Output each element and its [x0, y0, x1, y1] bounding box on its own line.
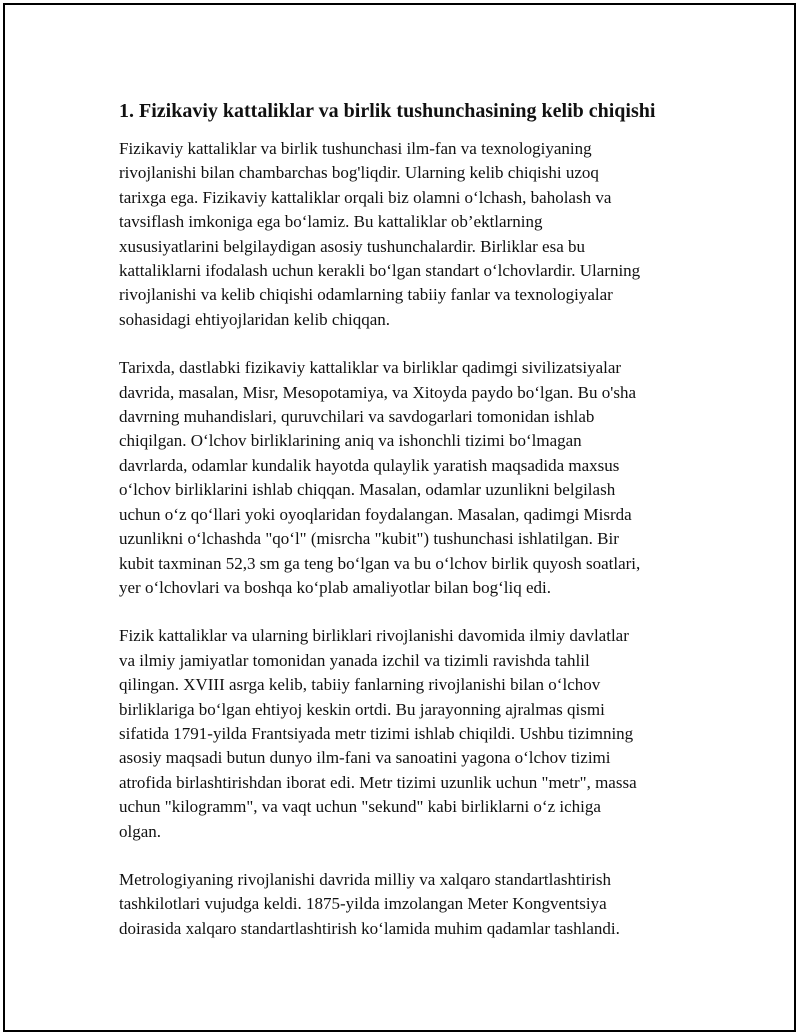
paragraph-line: uzunlikni o‘lchashda "qo‘l" (misrcha "kubit") tushunchasi ishlatilgan. Bir	[119, 529, 619, 549]
section-heading: 1. Fizikaviy kattaliklar va birlik tushunchasining kelib chiqishi	[119, 100, 656, 122]
paragraph-line: kubit taxminan 52,3 sm ga teng bo‘lgan va bu o‘lchov birlik quyosh soatlari,	[119, 553, 641, 573]
paragraph-line: tavsiflash imkoniga ega bo‘lamiz. Bu kattaliklar ob’ektlarning	[119, 212, 543, 232]
paragraph-line: kattaliklarni ifodalash uchun kerakli bo‘lgan standart o‘lchovlardir. Ularning	[119, 261, 641, 281]
paragraph-line: qilingan. XVIII asrga kelib, tabiiy fanlarning rivojlanishi bilan o‘lchov	[119, 675, 601, 695]
paragraph	[119, 624, 691, 844]
paragraph-line: Metrologiyaning rivojlanishi davrida milliy va xalqaro standartlashtirish	[119, 869, 611, 889]
paragraph-line: birliklariga bo‘lgan ehtiyoj keskin ortdi. Bu jarayonning ajralmas qismi	[119, 699, 605, 719]
paragraph	[119, 868, 691, 941]
document-body	[119, 98, 691, 965]
page-frame	[3, 3, 796, 1032]
paragraph-line: va ilmiy jamiyatlar tomonidan yanada izchil va tizimli ravishda tahlil	[119, 650, 590, 670]
paragraph-line: doirasida xalqaro standartlashtirish ko‘lamida muhim qadamlar tashlandi.	[119, 918, 620, 938]
paragraph-line: o‘lchov birliklarini ishlab chiqqan. Masalan, odamlar uzunlikni belgilash	[119, 480, 616, 500]
paragraph-line: uchun "kilogramm", va vaqt uchun "sekund" kabi birliklarni o‘z ichiga	[119, 797, 601, 817]
paragraph-line: xususiyatlarini belgilaydigan asosiy tushunchalardir. Birliklar esa bu	[119, 236, 585, 256]
paragraph-line: uchun o‘z qo‘llari yoki oyoqlaridan foydalangan. Masalan, qadimgi Misrda	[119, 504, 632, 524]
paragraph-line: sohasidagi ehtiyojlaridan kelib chiqqan.	[119, 309, 390, 329]
paragraph-line: rivojlanishi bilan chambarchas bog'liqdir. Ularning kelib chiqishi uzoq	[119, 163, 599, 183]
paragraph-line: chiqilgan. O‘lchov birliklarining aniq va ishonchli tizimi bo‘lmagan	[119, 431, 582, 451]
paragraph-line: davrlarda, odamlar kundalik hayotda qulaylik yaratish maqsadida maxsus	[119, 455, 620, 475]
paragraph-line: davrning muhandislari, quruvchilari va savdogarlari tomonidan ishlab	[119, 407, 595, 427]
paragraph-line: sifatida 1791-yilda Frantsiyada metr tizimi ishlab chiqildi. Ushbu tizimning	[119, 723, 634, 743]
paragraph-line: Fizik kattaliklar va ularning birliklari rivojlanishi davomida ilmiy davlatlar	[119, 626, 629, 646]
paragraph-line: davrida, masalan, Misr, Mesopotamiya, va Xitoyda paydo bo‘lgan. Bu o'sha	[119, 382, 636, 402]
paragraph-line: tashkilotlari vujudga keldi. 1875-yilda imzolangan Meter Kongventsiya	[119, 894, 607, 914]
paragraph	[119, 137, 691, 332]
paragraph	[119, 356, 691, 600]
paragraph-line: Fizikaviy kattaliklar va birlik tushunchasi ilm-fan va texnologiyaning	[119, 139, 592, 158]
paragraph-line: Tarixda, dastlabki fizikaviy kattaliklar va birliklar qadimgi sivilizatsiyalar	[119, 358, 622, 378]
paragraph-line: rivojlanishi va kelib chiqishi odamlarning tabiiy fanlar va texnologiyalar	[119, 285, 613, 305]
paragraph-line: olgan.	[119, 821, 162, 841]
paragraph-line: asosiy maqsadi butun dunyo ilm-fani va sanoatini yagona o‘lchov tizimi	[119, 748, 611, 768]
paragraph-list	[119, 137, 691, 941]
paragraph-line: atrofida birlashtirishdan iborat edi. Metr tizimi uzunlik uchun "metr", massa	[119, 772, 637, 792]
paragraph-line: tarixga ega. Fizikaviy kattaliklar orqali biz olamni o‘lchash, baholash va	[119, 187, 612, 207]
paragraph-line: yer o‘lchovlari va boshqa ko‘plab amaliyotlar bilan bog‘liq edi.	[119, 577, 551, 597]
